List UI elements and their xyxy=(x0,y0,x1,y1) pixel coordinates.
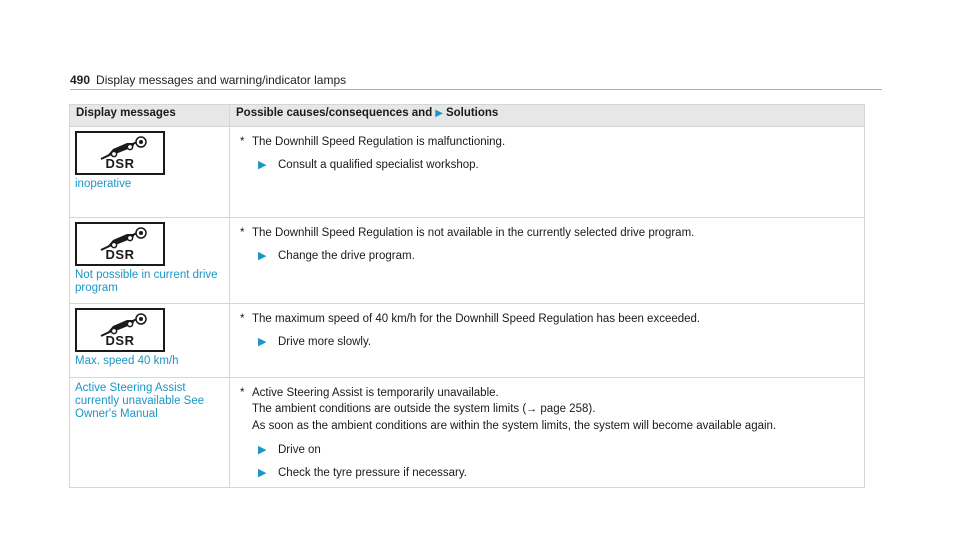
asterisk: * xyxy=(240,387,245,399)
cause-text xyxy=(240,312,854,327)
table-row xyxy=(70,304,865,378)
column-header-causes-solutions xyxy=(230,105,865,127)
solution-step xyxy=(258,335,854,350)
message-label: Max. speed 40 km/h xyxy=(75,355,179,367)
page-reference-arrow-icon: → xyxy=(526,403,538,415)
cause-solution-cell xyxy=(230,127,865,218)
page-header xyxy=(70,73,346,87)
solution-arrow-icon: ▶ xyxy=(258,250,267,262)
solution-step xyxy=(258,158,854,173)
dsr-icon-text: DSR xyxy=(105,333,135,348)
cause-description: The Downhill Speed Regulation is not available in the currently selected drive program. xyxy=(252,227,695,239)
solution-text: Drive more slowly. xyxy=(278,336,372,348)
table-row xyxy=(70,127,865,218)
solution-arrow-icon: ▶ xyxy=(258,444,267,456)
table-row xyxy=(70,218,865,304)
dsr-icon xyxy=(75,222,165,266)
cause-solution-cell xyxy=(230,304,865,378)
message-label: Active Steering Assist currently unavailable See Owner's Manual xyxy=(75,382,205,420)
solution-step xyxy=(258,466,854,481)
message-label: inoperative xyxy=(75,178,132,190)
cause-detail xyxy=(252,401,854,418)
dsr-icon xyxy=(75,308,165,352)
page-reference-link[interactable]: page 258). xyxy=(540,403,596,415)
solution-arrow-icon: ▶ xyxy=(435,108,443,119)
page-number: 490 xyxy=(70,73,91,87)
cause-detail: As soon as the ambient conditions are within the system limits, the system will become available again. xyxy=(252,420,777,432)
column-header-causes: Possible causes/consequences and xyxy=(236,107,433,119)
detail-text: The ambient conditions are outside the system limits ( xyxy=(252,403,527,415)
asterisk: * xyxy=(240,136,245,148)
display-message-cell xyxy=(70,378,230,488)
solution-arrow-icon: ▶ xyxy=(258,159,267,171)
column-header-solutions: Solutions xyxy=(445,107,499,119)
cause-text xyxy=(240,386,854,401)
cause-description: The maximum speed of 40 km/h for the Downhill Speed Regulation has been exceeded. xyxy=(252,313,701,325)
solution-text: Consult a qualified specialist workshop. xyxy=(278,159,479,171)
display-message-cell xyxy=(70,218,230,304)
solution-step xyxy=(258,443,854,458)
solution-text: Change the drive program. xyxy=(278,250,415,262)
cause-solution-cell xyxy=(230,378,865,488)
dsr-icon xyxy=(75,131,165,175)
cause-description: Active Steering Assist is temporarily unavailable. xyxy=(252,387,499,399)
header-rule xyxy=(70,89,882,90)
display-message-cell xyxy=(70,127,230,218)
message-label: Not possible in current drive program xyxy=(75,269,218,294)
table-header-row xyxy=(70,105,865,127)
cause-text xyxy=(240,226,854,241)
display-messages-table xyxy=(69,104,865,488)
asterisk: * xyxy=(240,227,245,239)
solution-text: Drive on xyxy=(278,444,321,456)
cause-description: The Downhill Speed Regulation is malfunctioning. xyxy=(252,136,506,148)
solution-step xyxy=(258,249,854,264)
column-header-display-messages: Display messages xyxy=(70,105,230,127)
page-header-title: Display messages and warning/indicator lamps xyxy=(96,73,347,87)
cause-solution-cell xyxy=(230,218,865,304)
solution-arrow-icon: ▶ xyxy=(258,467,267,479)
solution-text: Check the tyre pressure if necessary. xyxy=(278,467,467,479)
table-row xyxy=(70,378,865,488)
display-message-cell xyxy=(70,304,230,378)
asterisk: * xyxy=(240,313,245,325)
dsr-icon-text: DSR xyxy=(105,247,135,262)
cause-text xyxy=(240,135,854,150)
dsr-icon-text: DSR xyxy=(105,156,135,171)
solution-arrow-icon: ▶ xyxy=(258,336,267,348)
